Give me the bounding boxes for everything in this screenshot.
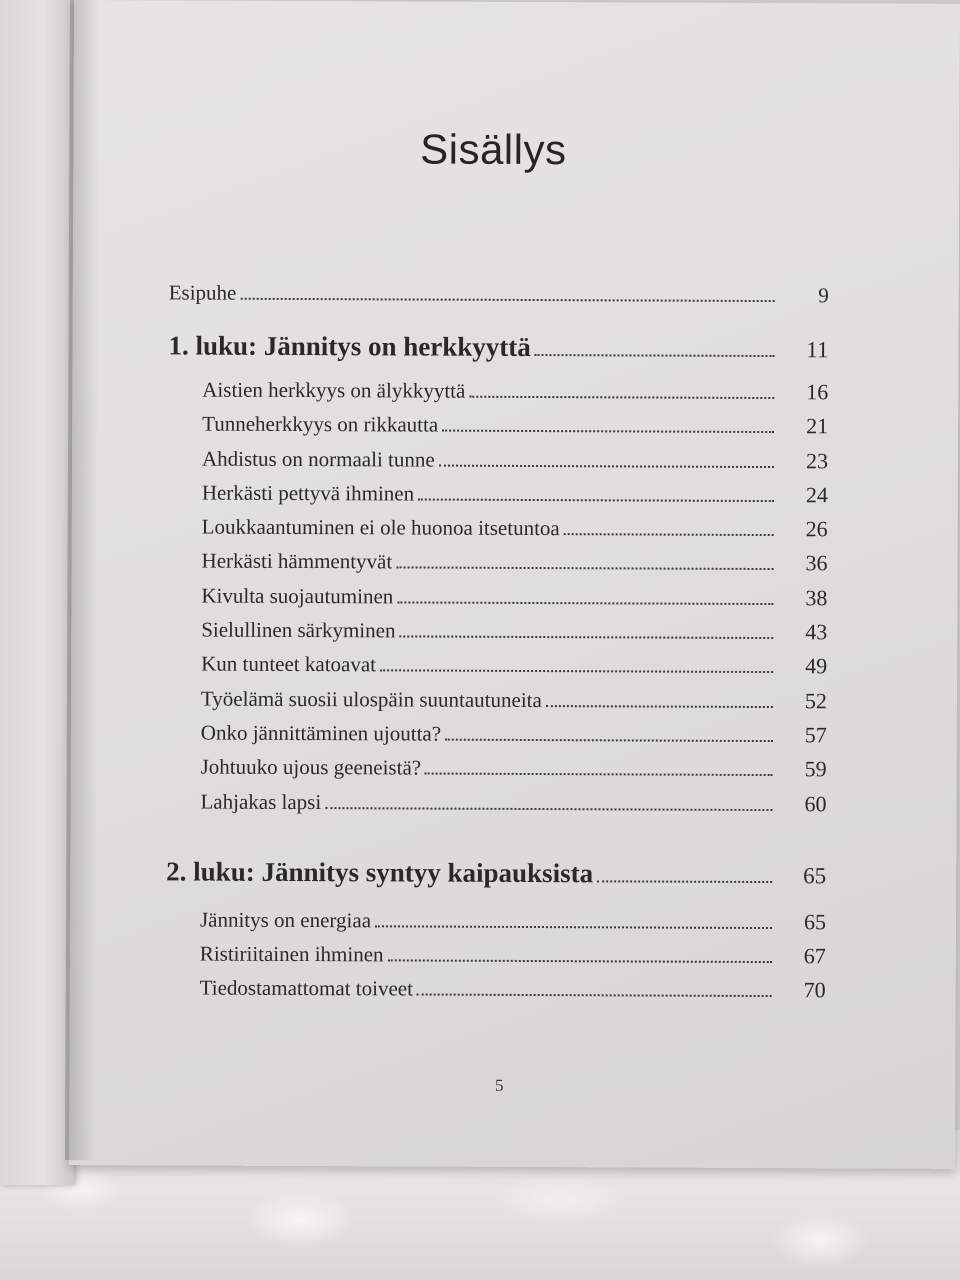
toc-chapter-1 xyxy=(168,330,828,377)
toc-entry-preface xyxy=(169,280,829,319)
dot-leader xyxy=(439,450,774,468)
dot-leader xyxy=(397,587,773,605)
toc-section-label: Herkästi hämmentyvät xyxy=(201,549,393,574)
toc-section-label: Kivulta suojautuminen xyxy=(201,583,394,609)
toc-section xyxy=(168,514,828,551)
dot-leader xyxy=(388,945,772,963)
toc-section-page: 65 xyxy=(803,909,827,935)
dot-leader xyxy=(399,621,773,639)
toc-section xyxy=(167,616,827,653)
toc-section xyxy=(167,582,827,619)
toc-section-label: Sielullinen särkyminen xyxy=(201,617,396,643)
toc-section-page: 26 xyxy=(805,516,828,542)
toc-section-label: Tiedostamattomat toiveet xyxy=(199,976,414,1001)
left-page-edge xyxy=(0,0,74,1185)
toc-section-page: 21 xyxy=(806,413,829,439)
toc-section-label: Ahdistus on normaali tunne xyxy=(201,446,435,472)
toc-section xyxy=(167,548,827,585)
dot-leader xyxy=(535,335,775,357)
toc-section xyxy=(166,975,826,1012)
toc-section-page: 36 xyxy=(805,550,828,576)
toc-section-page: 49 xyxy=(805,653,828,679)
page-title: Sisällys xyxy=(420,125,567,174)
toc-section xyxy=(167,754,827,791)
page-number: 5 xyxy=(494,1075,504,1095)
toc-section-page: 23 xyxy=(805,447,829,473)
toc-section xyxy=(167,719,827,756)
toc-section-page: 24 xyxy=(805,482,828,508)
toc-section-label: Jännitys on energiaa xyxy=(199,907,372,933)
toc-section xyxy=(167,685,827,722)
toc-section-label: Loukkaantuminen ei ole huonoa itsetuntoa xyxy=(201,514,560,541)
toc-section-page: 70 xyxy=(803,977,826,1003)
book-page xyxy=(69,0,960,1169)
dot-leader xyxy=(380,655,773,673)
dot-leader xyxy=(546,690,773,708)
toc-section-label: Työelämä suosii ulospäin suuntautuneita xyxy=(200,686,542,712)
toc-section xyxy=(166,906,826,943)
toc-chapter-label: 1. luku: Jännitys on herkkyyttä xyxy=(168,330,531,362)
dot-leader xyxy=(240,283,774,302)
toc-section-label: Johtuuko ujous geeneistä? xyxy=(200,754,422,780)
toc-section-label: Herkästi pettyvä ihminen xyxy=(201,480,415,506)
toc-section xyxy=(168,411,828,448)
toc-section-page: 59 xyxy=(804,756,827,782)
dot-leader xyxy=(442,415,774,433)
toc-section-page: 67 xyxy=(803,943,826,969)
toc-chapter-label: 2. luku: Jännitys syntyy kaipauksista xyxy=(166,856,594,889)
dot-leader xyxy=(325,792,772,811)
toc-section-page: 52 xyxy=(804,687,828,713)
toc-section xyxy=(168,376,828,413)
toc-chapter-page: 65 xyxy=(803,863,827,889)
toc-section-page: 60 xyxy=(804,790,827,816)
dot-leader xyxy=(469,381,774,399)
dot-leader xyxy=(425,758,773,776)
toc-section-page: 43 xyxy=(805,619,828,645)
toc-entry-page: 9 xyxy=(818,283,829,308)
toc-section xyxy=(168,445,828,482)
dot-leader xyxy=(417,979,772,997)
toc-chapter-page: 11 xyxy=(806,337,829,363)
toc-section-label: Kun tunteet katoavat xyxy=(201,651,377,677)
toc-section-label: Tunneherkkyys on rikkautta xyxy=(202,411,439,437)
toc-chapter-2 xyxy=(166,856,826,903)
toc-section xyxy=(167,651,827,688)
toc-section-label: Ristiriitainen ihminen xyxy=(199,941,384,967)
dot-leader xyxy=(418,484,774,502)
dot-leader xyxy=(597,861,772,883)
toc-section xyxy=(166,788,826,825)
dot-leader xyxy=(564,519,774,537)
toc-section-label: Aistien herkkyys on älykkyyttä xyxy=(202,377,466,403)
dot-leader xyxy=(445,724,773,742)
toc-section xyxy=(168,479,828,516)
toc-section-label: Lahjakas lapsi xyxy=(200,789,322,814)
toc-section-label: Onko jännittäminen ujoutta? xyxy=(200,720,442,746)
dot-leader xyxy=(375,910,772,928)
spine-shadow xyxy=(65,0,100,1160)
toc-section-page: 16 xyxy=(806,379,829,405)
toc-section xyxy=(166,941,826,978)
toc-section-page: 57 xyxy=(804,722,827,748)
dot-leader xyxy=(396,552,773,570)
table-of-contents xyxy=(166,262,829,1012)
toc-entry-label: Esipuhe xyxy=(168,280,237,305)
toc-section-page: 38 xyxy=(805,584,828,611)
